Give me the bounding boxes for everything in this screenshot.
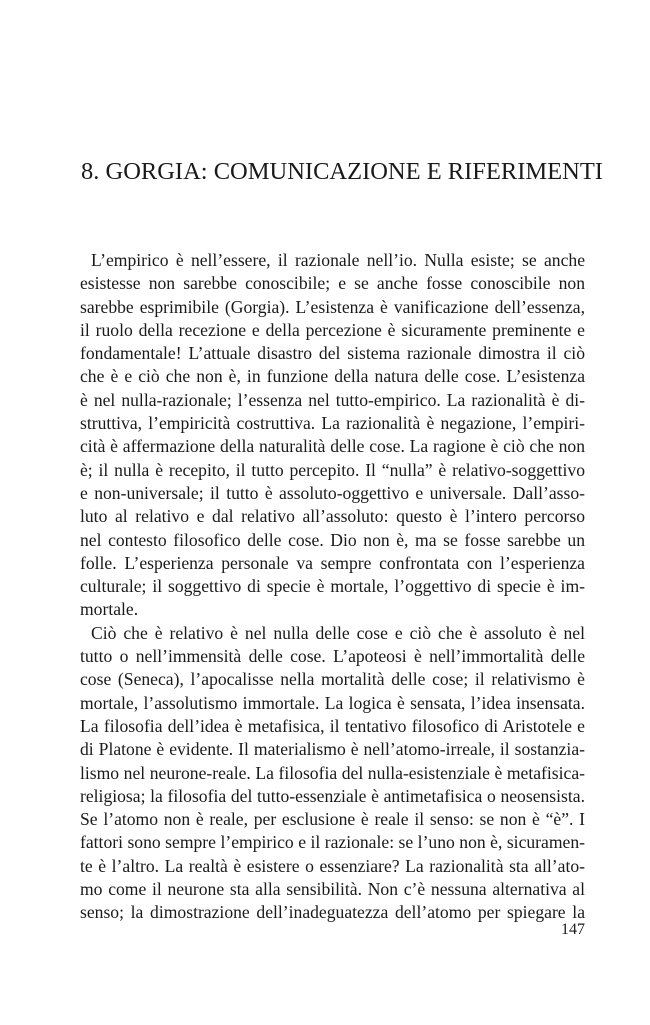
text-line: e non-universale; il tutto è assoluto-oggettivo e universale. Dall’asso-	[80, 482, 585, 503]
text-line: luto al relativo e dal relativo all’assoluto: questo è l’intero percorso	[80, 506, 585, 527]
text-line: struttiva, l’empiricità costruttiva. La razionalità è negazione, l’empiri-	[80, 413, 585, 434]
text-line: Ciò che è relativo è nel nulla delle cose e ciò che è assoluto è nel	[91, 622, 585, 643]
text-line: mortale.	[80, 599, 139, 620]
text-line: è nel nulla-razionale; l’essenza nel tutto-empirico. La razionalità è di-	[80, 389, 585, 410]
text-line: è; il nulla è recepito, il tutto percepito. Il “nulla” è relativo-soggettivo	[80, 459, 585, 480]
text-line: culturale; il soggettivo di specie è mortale, l’oggettivo di specie è im-	[80, 576, 585, 597]
text-line: fattori sono sempre l’empirico e il razionale: se l’uno non è, sicuramen-	[80, 832, 585, 853]
text-line: che è e ciò che non è, in funzione della natura delle cose. L’esistenza	[80, 366, 585, 387]
paragraph-1	[80, 249, 585, 622]
text-line: di Platone è evidente. Il materialismo è nell’atomo-irreale, il sostanzia-	[80, 739, 585, 760]
paragraph-2	[80, 622, 585, 925]
text-line: fondamentale! L’attuale disastro del sistema razionale dimostra il ciò	[80, 343, 585, 364]
text-line: nel contesto filosofico delle cose. Dio non è, ma se fosse sarebbe un	[80, 529, 585, 550]
text-line: senso; la dimostrazione dell’inadeguatezza dell’atomo per spiegare la	[80, 902, 585, 923]
text-line: lismo nel neurone-reale. La filosofia del nulla-esistenziale è metafisica-	[80, 762, 585, 783]
text-line: esistesse non sarebbe conoscibile; e se anche fosse conoscibile non	[80, 273, 585, 294]
text-line: tutto o nell’immensità delle cose. L’apoteosi è nell’immortalità delle	[80, 646, 585, 667]
body-text	[80, 249, 585, 925]
text-line: religiosa; la filosofia del tutto-essenziale è antimetafisica o neosensista.	[80, 785, 585, 806]
text-line: te è l’altro. La realtà è esistere o essenziare? La razionalità sta all’ato-	[80, 855, 585, 876]
text-line: sarebbe esprimibile (Gorgia). L’esistenza è vanificazione dell’essenza,	[80, 296, 585, 317]
text-line: cità è affermazione della naturalità delle cose. La ragione è ciò che non	[80, 436, 585, 457]
text-line: il ruolo della recezione e della percezione è sicuramente preminente e	[80, 319, 585, 340]
text-line: L’empirico è nell’essere, il razionale nell’io. Nulla esiste; se anche	[91, 250, 585, 270]
chapter-title: 8. GORGIA: COMUNICAZIONE E RIFERIMENTI	[81, 158, 603, 185]
text-line: mortale, l’assolutismo immortale. La logica è sensata, l’idea insensata.	[80, 692, 585, 713]
text-line: Se l’atomo non è reale, per esclusione è reale il senso: se non è “è”. I	[80, 809, 585, 830]
text-line: cose (Seneca), l’apocalisse nella mortalità delle cose; il relativismo è	[80, 669, 585, 690]
text-line: La filosofia dell’idea è metafisica, il tentativo filosofico di Aristotele e	[80, 715, 585, 736]
text-line: mo come il neurone sta alla sensibilità. Non c’è nessuna alternativa al	[80, 879, 585, 900]
text-line: folle. L’esperienza personale va sempre confrontata con l’esperienza	[80, 552, 585, 573]
page-number: 147	[561, 921, 585, 938]
